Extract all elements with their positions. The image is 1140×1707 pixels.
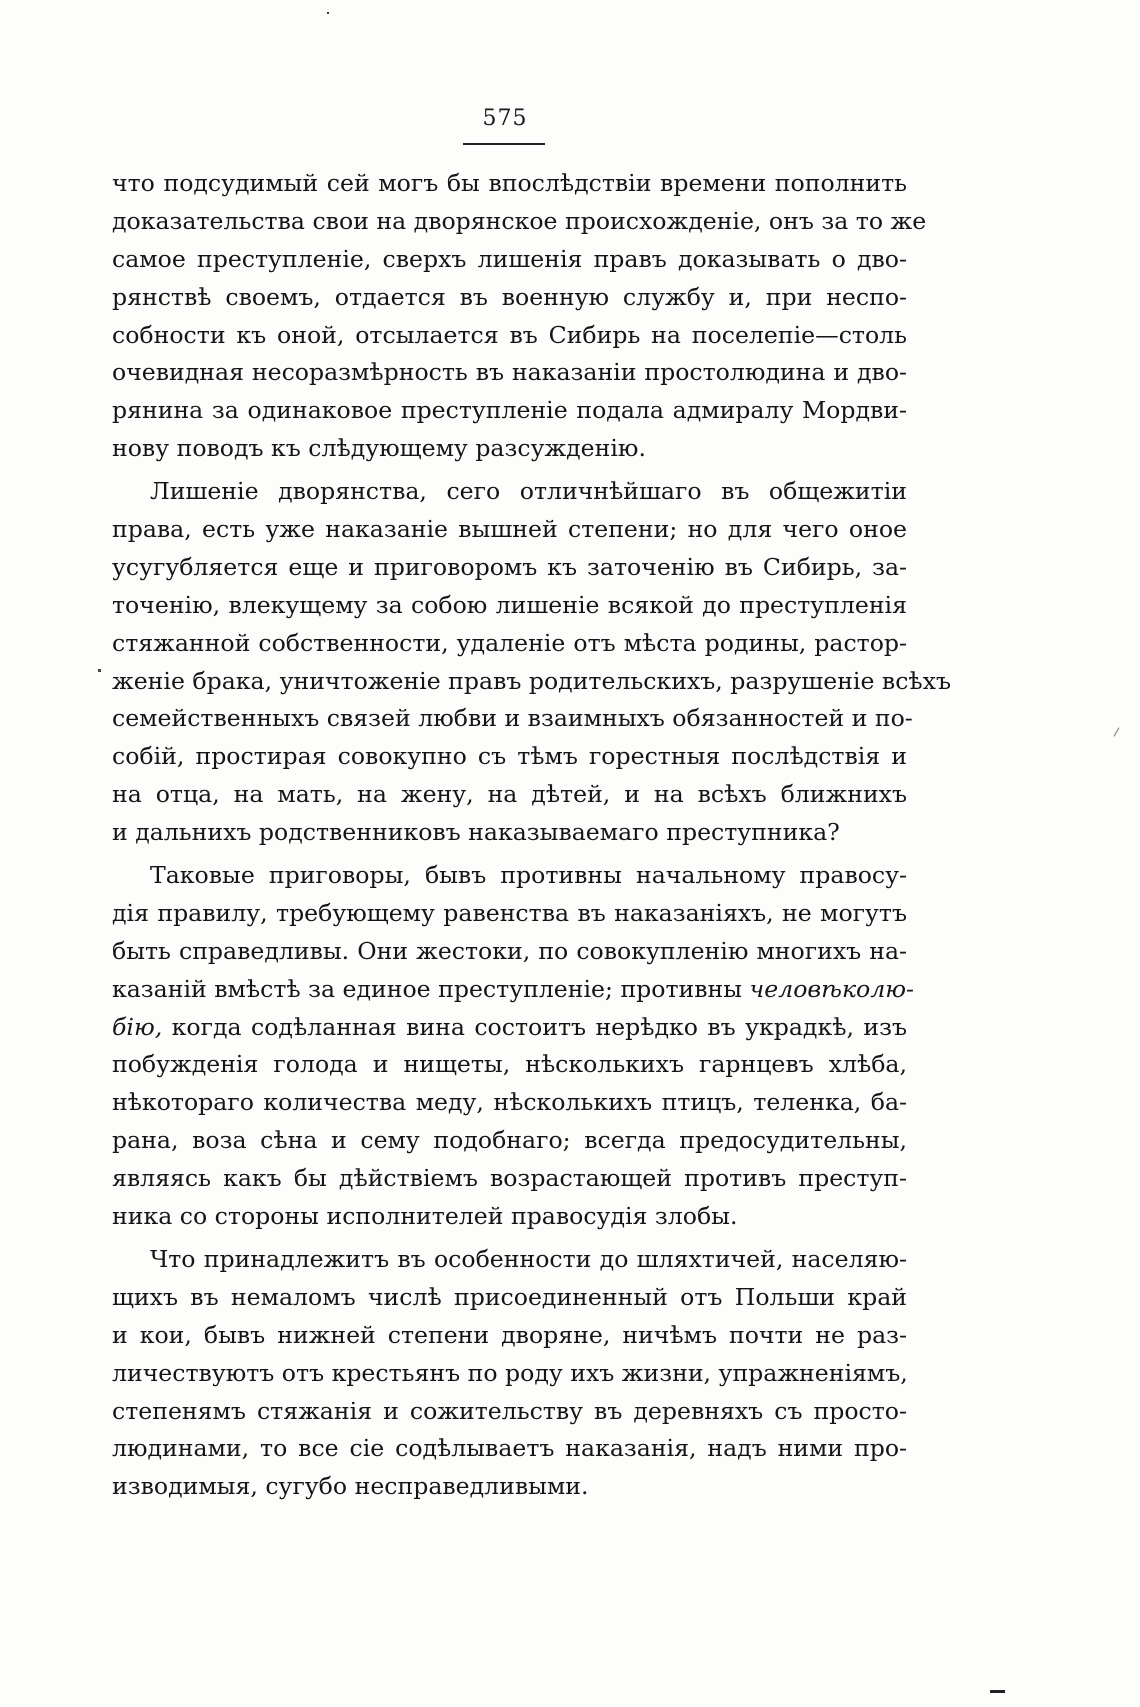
- text-line: на отца, на мать, на жену, на дѣтей, и на всѣхъ ближнихъ: [112, 780, 907, 809]
- text-line: и кои, бывъ нижней степени дворяне, ничѣмъ почти не раз-: [112, 1320, 907, 1349]
- text-line: права, есть уже наказаніе вышней степени; но для чего оное: [112, 515, 907, 544]
- page-number-rule: [463, 143, 545, 145]
- text-line: степенямъ стяжанія и сожительству въ деревняхъ съ просто-: [112, 1396, 907, 1425]
- text-line: собности къ оной, отсылается въ Сибирь на поселепіе—столь: [112, 320, 907, 349]
- text-line: женіе брака, уничтоженіе правъ родительскихъ, разрушеніе всѣхъ: [112, 666, 951, 695]
- text-line: стяжанной собственности, удаленіе отъ мѣста родины, растор-: [112, 628, 907, 657]
- text-line-with-italic: [112, 971, 915, 1009]
- text-line: самое преступленіе, сверхъ лишенія правъ доказывать о дво-: [112, 244, 907, 273]
- text-line: являясь какъ бы дѣйствіемъ возрастающей противъ преступ-: [112, 1164, 907, 1193]
- print-speck: [990, 1690, 1005, 1693]
- text-line: личествуютъ отъ крестьянъ по роду ихъ жизни, упражненіямъ,: [112, 1358, 908, 1387]
- print-speck: [327, 12, 329, 14]
- paragraph-2: [112, 473, 951, 852]
- text-line: что подсудимый сей могъ бы впослѣдствіи времени пополнить: [112, 169, 907, 197]
- text-line: собій, простирая совокупно съ тѣмъ горестныя послѣдствія и: [112, 742, 907, 771]
- italic-text-segment: бію,: [112, 1012, 163, 1041]
- paragraph-1: [112, 165, 927, 468]
- text-line: быть справедливы. Они жестоки, по совокупленію многихъ на-: [112, 936, 907, 965]
- text-line: усугубляется еще и приговоромъ къ заточенію въ Сибирь, за-: [112, 552, 907, 581]
- text-segment: когда содѣланная вина состоитъ нерѣдко въ украдкѣ, изъ: [162, 1012, 907, 1041]
- italic-text-segment: человѣколю-: [749, 974, 915, 1003]
- text-line: рянина за одинаковое преступленіе подала адмиралу Мордви-: [112, 396, 907, 425]
- text-line: доказательства свои на дворянское происхожденіе, онъ за то же: [112, 206, 927, 235]
- text-line: ника со стороны исполнителей правосудія злобы.: [112, 1202, 738, 1231]
- paragraph-4: [112, 1241, 907, 1506]
- text-line: Таковые приговоры, бывъ противны начальному правосу-: [150, 861, 907, 890]
- text-line: людинами, то все сіе содѣлываетъ наказанія, надъ ними про-: [112, 1434, 907, 1463]
- text-line: семейственныхъ связей любви и взаимныхъ обязанностей и по-: [112, 704, 913, 733]
- text-line: очевидная несоразмѣрность въ наказаніи простолюдина и дво-: [112, 358, 907, 387]
- text-segment: казаній вмѣстѣ за единое преступленіе; противны: [112, 974, 750, 1003]
- paragraph-3: [112, 857, 915, 1236]
- text-line: нѣкотораго количества меду, нѣсколькихъ птицъ, теленка, ба-: [112, 1088, 907, 1117]
- text-line: рана, воза сѣна и сему подобнаго; всегда предосудительны,: [112, 1126, 907, 1155]
- text-line: рянствѣ своемъ, отдается въ военную службу и, при неспо-: [112, 282, 907, 311]
- text-line: изводимыя, сугубо несправедливыми.: [112, 1472, 589, 1501]
- text-line: и дальнихъ родственниковъ наказываемаго преступника?: [112, 818, 840, 847]
- text-line: Что принадлежитъ въ особенности до шляхтичей, населяю-: [150, 1244, 907, 1273]
- text-line: побужденія голода и нищеты, нѣсколькихъ гарнцевъ хлѣба,: [112, 1050, 907, 1079]
- text-line: дія правилу, требующему равенства въ наказаніяхъ, не могутъ: [112, 898, 907, 927]
- print-speck: [98, 669, 101, 672]
- text-line: щихъ въ немаломъ числѣ присоединенный отъ Польши край: [112, 1282, 907, 1311]
- text-line: Лишеніе дворянства, сего отличнѣйшаго въ общежитіи: [150, 477, 907, 506]
- text-line: нову поводъ къ слѣдующему разсужденію.: [112, 434, 646, 463]
- body-text: [112, 165, 951, 1506]
- text-line-with-italic: [112, 1009, 907, 1047]
- text-line: точенію, влекущему за собою лишеніе всякой до преступленія: [112, 590, 907, 619]
- print-speck: [1114, 727, 1120, 736]
- page-number: 575: [482, 106, 528, 131]
